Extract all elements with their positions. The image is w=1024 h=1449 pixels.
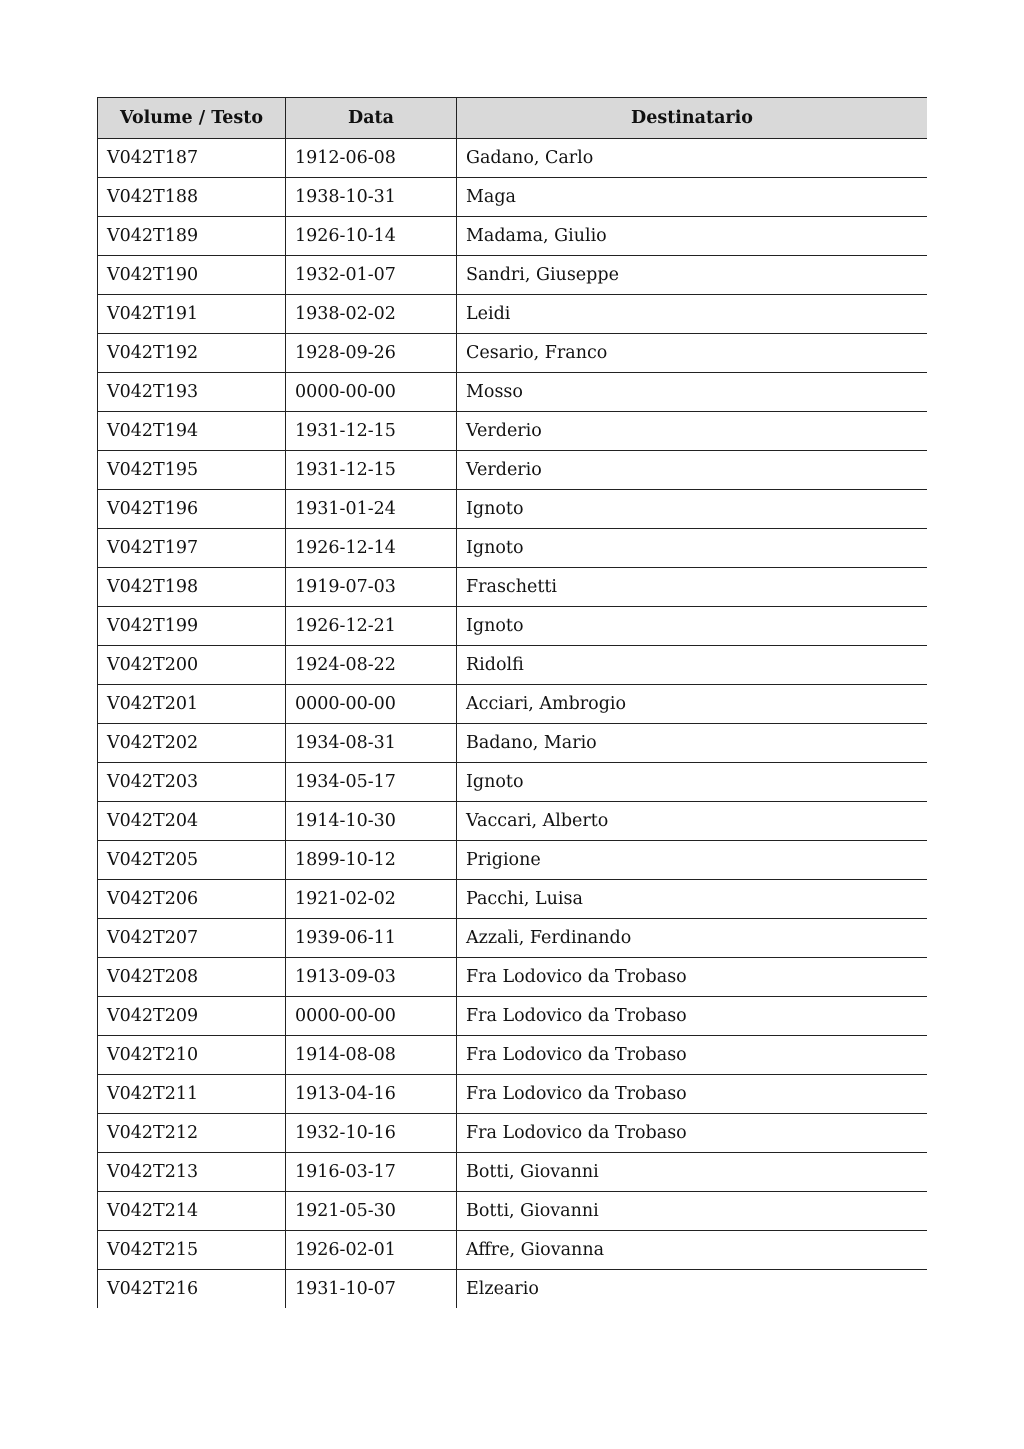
cell-destinatario: Ignoto xyxy=(457,529,928,568)
table-row xyxy=(98,412,928,451)
cell-data: 1914-08-08 xyxy=(286,1036,457,1075)
cell-volume-testo: V042T205 xyxy=(98,841,286,880)
table-row xyxy=(98,997,928,1036)
cell-destinatario: Acciari, Ambrogio xyxy=(457,685,928,724)
cell-volume-testo: V042T211 xyxy=(98,1075,286,1114)
cell-destinatario: Fra Lodovico da Trobaso xyxy=(457,997,928,1036)
cell-destinatario: Leidi xyxy=(457,295,928,334)
cell-volume-testo: V042T213 xyxy=(98,1153,286,1192)
cell-destinatario: Prigione xyxy=(457,841,928,880)
table-row xyxy=(98,919,928,958)
cell-data: 1931-10-07 xyxy=(286,1270,457,1309)
cell-data: 1928-09-26 xyxy=(286,334,457,373)
cell-destinatario: Ignoto xyxy=(457,607,928,646)
header-destinatario: Destinatario xyxy=(457,98,928,139)
header-volume-testo: Volume / Testo xyxy=(98,98,286,139)
table-row xyxy=(98,646,928,685)
cell-data: 1919-07-03 xyxy=(286,568,457,607)
cell-data: 1938-02-02 xyxy=(286,295,457,334)
table-row xyxy=(98,529,928,568)
cell-destinatario: Fra Lodovico da Trobaso xyxy=(457,958,928,997)
cell-volume-testo: V042T202 xyxy=(98,724,286,763)
cell-data: 1921-05-30 xyxy=(286,1192,457,1231)
table-header-row xyxy=(98,98,928,139)
cell-volume-testo: V042T216 xyxy=(98,1270,286,1309)
cell-destinatario: Cesario, Franco xyxy=(457,334,928,373)
table-row xyxy=(98,178,928,217)
table-row xyxy=(98,1036,928,1075)
cell-data: 1934-05-17 xyxy=(286,763,457,802)
cell-data: 0000-00-00 xyxy=(286,997,457,1036)
cell-volume-testo: V042T194 xyxy=(98,412,286,451)
cell-destinatario: Ignoto xyxy=(457,763,928,802)
cell-data: 0000-00-00 xyxy=(286,685,457,724)
cell-data: 1938-10-31 xyxy=(286,178,457,217)
cell-data: 1926-02-01 xyxy=(286,1231,457,1270)
cell-destinatario: Pacchi, Luisa xyxy=(457,880,928,919)
cell-destinatario: Vaccari, Alberto xyxy=(457,802,928,841)
table-row xyxy=(98,139,928,178)
cell-data: 1926-12-14 xyxy=(286,529,457,568)
table-row xyxy=(98,1270,928,1309)
letters-table xyxy=(97,97,927,1308)
table-row xyxy=(98,1114,928,1153)
cell-volume-testo: V042T193 xyxy=(98,373,286,412)
cell-data: 0000-00-00 xyxy=(286,373,457,412)
cell-destinatario: Verderio xyxy=(457,451,928,490)
cell-data: 1931-12-15 xyxy=(286,451,457,490)
table-row xyxy=(98,841,928,880)
cell-destinatario: Verderio xyxy=(457,412,928,451)
cell-data: 1899-10-12 xyxy=(286,841,457,880)
table-row xyxy=(98,1192,928,1231)
cell-data: 1913-09-03 xyxy=(286,958,457,997)
cell-volume-testo: V042T200 xyxy=(98,646,286,685)
cell-volume-testo: V042T192 xyxy=(98,334,286,373)
cell-volume-testo: V042T215 xyxy=(98,1231,286,1270)
cell-destinatario: Fraschetti xyxy=(457,568,928,607)
cell-volume-testo: V042T191 xyxy=(98,295,286,334)
cell-volume-testo: V042T214 xyxy=(98,1192,286,1231)
cell-volume-testo: V042T203 xyxy=(98,763,286,802)
cell-volume-testo: V042T209 xyxy=(98,997,286,1036)
cell-volume-testo: V042T199 xyxy=(98,607,286,646)
cell-destinatario: Fra Lodovico da Trobaso xyxy=(457,1114,928,1153)
cell-volume-testo: V042T188 xyxy=(98,178,286,217)
cell-data: 1931-01-24 xyxy=(286,490,457,529)
cell-volume-testo: V042T189 xyxy=(98,217,286,256)
cell-volume-testo: V042T212 xyxy=(98,1114,286,1153)
cell-data: 1939-06-11 xyxy=(286,919,457,958)
cell-destinatario: Fra Lodovico da Trobaso xyxy=(457,1075,928,1114)
table-row xyxy=(98,217,928,256)
table-body xyxy=(98,139,928,1309)
cell-data: 1931-12-15 xyxy=(286,412,457,451)
table-row xyxy=(98,256,928,295)
cell-destinatario: Gadano, Carlo xyxy=(457,139,928,178)
cell-volume-testo: V042T187 xyxy=(98,139,286,178)
cell-data: 1932-10-16 xyxy=(286,1114,457,1153)
table-row xyxy=(98,607,928,646)
cell-data: 1916-03-17 xyxy=(286,1153,457,1192)
header-data: Data xyxy=(286,98,457,139)
cell-destinatario: Maga xyxy=(457,178,928,217)
table-row xyxy=(98,1153,928,1192)
cell-data: 1934-08-31 xyxy=(286,724,457,763)
cell-destinatario: Madama, Giulio xyxy=(457,217,928,256)
table-row xyxy=(98,373,928,412)
cell-volume-testo: V042T190 xyxy=(98,256,286,295)
cell-volume-testo: V042T204 xyxy=(98,802,286,841)
cell-destinatario: Affre, Giovanna xyxy=(457,1231,928,1270)
cell-volume-testo: V042T195 xyxy=(98,451,286,490)
table-row xyxy=(98,568,928,607)
cell-destinatario: Sandri, Giuseppe xyxy=(457,256,928,295)
cell-destinatario: Badano, Mario xyxy=(457,724,928,763)
table-row xyxy=(98,958,928,997)
cell-volume-testo: V042T208 xyxy=(98,958,286,997)
cell-volume-testo: V042T198 xyxy=(98,568,286,607)
table-row xyxy=(98,334,928,373)
cell-data: 1926-12-21 xyxy=(286,607,457,646)
cell-data: 1932-01-07 xyxy=(286,256,457,295)
table-row xyxy=(98,451,928,490)
letters-table-container xyxy=(97,97,927,1312)
cell-data: 1913-04-16 xyxy=(286,1075,457,1114)
cell-data: 1926-10-14 xyxy=(286,217,457,256)
cell-destinatario: Azzali, Ferdinando xyxy=(457,919,928,958)
cell-destinatario: Elzeario xyxy=(457,1270,928,1309)
cell-volume-testo: V042T207 xyxy=(98,919,286,958)
cell-data: 1924-08-22 xyxy=(286,646,457,685)
cell-destinatario: Botti, Giovanni xyxy=(457,1153,928,1192)
table-row xyxy=(98,295,928,334)
table-row xyxy=(98,490,928,529)
table-row xyxy=(98,763,928,802)
table-row xyxy=(98,1075,928,1114)
table-row xyxy=(98,802,928,841)
table-row xyxy=(98,1231,928,1270)
cell-data: 1914-10-30 xyxy=(286,802,457,841)
cell-data: 1921-02-02 xyxy=(286,880,457,919)
cell-destinatario: Ignoto xyxy=(457,490,928,529)
table-row xyxy=(98,685,928,724)
cell-volume-testo: V042T206 xyxy=(98,880,286,919)
table-row xyxy=(98,880,928,919)
cell-volume-testo: V042T197 xyxy=(98,529,286,568)
cell-destinatario: Mosso xyxy=(457,373,928,412)
cell-destinatario: Ridolfi xyxy=(457,646,928,685)
cell-destinatario: Botti, Giovanni xyxy=(457,1192,928,1231)
table-row xyxy=(98,724,928,763)
cell-volume-testo: V042T196 xyxy=(98,490,286,529)
cell-data: 1912-06-08 xyxy=(286,139,457,178)
cell-destinatario: Fra Lodovico da Trobaso xyxy=(457,1036,928,1075)
cell-volume-testo: V042T201 xyxy=(98,685,286,724)
cell-volume-testo: V042T210 xyxy=(98,1036,286,1075)
